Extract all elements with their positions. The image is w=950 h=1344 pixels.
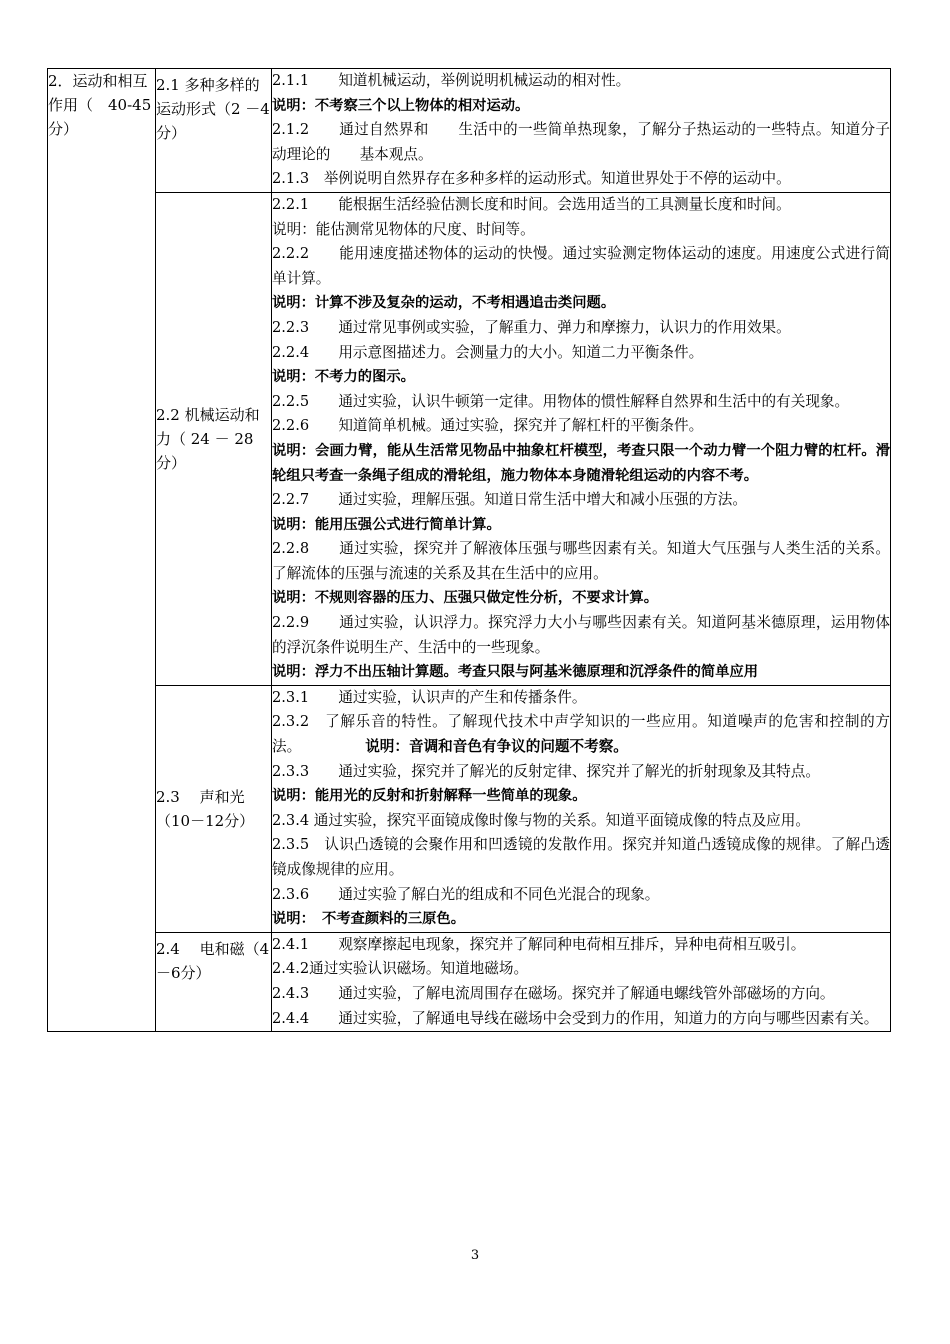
section-title-cell: [156, 932, 272, 1031]
content-line: [272, 611, 890, 660]
line-text: 2.2.6 知道简单机械。通过实验，探究并了解杠杆的平衡条件。: [272, 417, 704, 435]
content-line: [272, 537, 890, 586]
topic-cell: [48, 69, 156, 1032]
line-text: 说明：不规则容器的压力、压强只做定性分析，不要求计算。: [272, 590, 659, 607]
content-line: [272, 69, 890, 94]
content-line: [272, 341, 890, 366]
line-text: 2.1.3 举例说明自然界存在多种多样的运动形式。知道世界处于不停的运动中。: [272, 170, 791, 188]
content-line: [272, 488, 890, 513]
content-line: [272, 414, 890, 439]
section-content: [272, 192, 891, 685]
table-row: [48, 192, 891, 685]
content-line: [272, 218, 890, 243]
content-line: [272, 316, 890, 341]
section-title: 2.1 多种多样的运动形式（2 －4分）: [156, 76, 270, 142]
section-title: 2.4 电和磁（4 －6分）: [156, 939, 270, 982]
content-line: [272, 760, 890, 785]
note-inline: 说明：音调和音色有争议的问题不考察。: [365, 738, 628, 756]
table-row: [48, 932, 891, 1031]
line-text: 2.2.7 通过实验，理解压强。知道日常生活中增大和减小压强的方法。: [272, 491, 747, 509]
content-line: [272, 242, 890, 291]
note-line: [272, 586, 890, 611]
line-text: 2.4.4 通过实验，了解通电导线在磁场中会受到力的作用，知道力的方向与哪些因素有关。: [272, 1009, 879, 1027]
line-text: 说明： 不考查颜料的三原色。: [272, 911, 466, 928]
table-row: [48, 685, 891, 932]
line-text: 说明：浮力不出压轴计算题。考查只限与阿基米德原理和沉浮条件的简单应用: [272, 664, 759, 681]
line-text: 2.3.2 了解乐音的特性。了解现代技术中声学知识的一些应用。知道噪声的危害和控制的方法。: [272, 713, 890, 756]
line-text: 2.2.9 通过实验，认识浮力。探究浮力大小与哪些因素有关。知道阿基米德原理，运用物体的浮沉条件说明生产、生活中的一些现象。: [272, 614, 890, 656]
line-text: 2.2.8 通过实验，探究并了解液体压强与哪些因素有关。知道大气压强与人类生活的关系。了解流体的压强与流速的关系及其在生活中的应用。: [272, 540, 890, 582]
content-line: [272, 686, 890, 711]
line-text: 说明：能用压强公式进行简单计算。: [272, 516, 501, 533]
content-line: [272, 710, 890, 759]
content-line: [272, 883, 890, 908]
content-line: [272, 390, 890, 415]
syllabus-table: [47, 68, 891, 1032]
section-title: 2.3 声和光（10－12分）: [156, 787, 255, 830]
content-line: [272, 809, 890, 834]
line-text: 2.3.4 通过实验，探究平面镜成像时像与物的关系。知道平面镜成像的特点及应用。: [272, 811, 810, 829]
line-text: 2.2.4 用示意图描述力。会测量力的大小。知道二力平衡条件。: [272, 343, 704, 361]
section-title-cell: [156, 192, 272, 685]
note-line: [272, 365, 890, 390]
note-line: [272, 660, 890, 685]
line-text: 2.2.2 能用速度描述物体的运动的快慢。通过实验测定物体运动的速度。用速度公式进行简单计算。: [272, 245, 890, 287]
content-line: [272, 193, 890, 218]
note-line: [272, 94, 890, 119]
line-text: 2.1.2 通过自然界和 生活中的一些简单热现象，了解分子热运动的一些特点。知道分子动理论的 基本观点。: [272, 121, 890, 163]
note-line: [272, 513, 890, 538]
line-text: 2.4.1 观察摩擦起电现象，探究并了解同种电荷相互排斥，异种电荷相互吸引。: [272, 935, 806, 953]
line-text: 2.2.5 通过实验，认识牛顿第一定律。用物体的惯性解释自然界和生活中的有关现象。: [272, 392, 850, 410]
line-text: 说明：不考察三个以上物体的相对运动。: [272, 97, 530, 114]
content-line: [272, 833, 890, 882]
note-line: [272, 907, 890, 932]
note-line: [272, 784, 890, 809]
table-row: [48, 69, 891, 193]
content-line: [272, 118, 890, 167]
section-content: [272, 685, 891, 932]
line-text: 2.4.2通过实验认识磁场。知道地磁场。: [272, 960, 529, 978]
note-line: [272, 439, 890, 488]
note-line: [272, 291, 890, 316]
content-line: [272, 982, 890, 1007]
topic-label: 2．运动和相互作用（ 40-45分）: [48, 72, 152, 138]
section-title: 2.2 机械运动和力（ 24 － 28分）: [156, 405, 260, 472]
line-text: 2.2.3 通过常见事例或实验，了解重力、弹力和摩擦力，认识力的作用效果。: [272, 318, 791, 336]
line-text: 2.2.1 能根据生活经验估测长度和时间。会选用适当的工具测量长度和时间。: [272, 195, 791, 213]
content-line: [272, 167, 890, 192]
line-text: 说明：会画力臂，能从生活常见物品中抽象杠杆模型，考查只限一个动力臂一个阻力臂的杠杆。滑轮组只考查一条绳子组成的滑轮组，施力物体本身随滑轮组运动的内容不考。: [272, 442, 890, 484]
line-text: 说明：能用光的反射和折射解释一些简单的现象。: [272, 788, 587, 805]
section-content: [272, 932, 891, 1031]
line-text: 2.3.6 通过实验了解白光的组成和不同色光混合的现象。: [272, 885, 660, 903]
line-text: 说明：不考力的图示。: [272, 369, 415, 386]
section-title-cell: [156, 685, 272, 932]
section-title-cell: [156, 69, 272, 193]
section-content: [272, 69, 891, 193]
line-text: 说明：能估测常见物体的尺度、时间等。: [272, 220, 535, 238]
line-text: 说明：计算不涉及复杂的运动，不考相遇追击类问题。: [272, 295, 616, 312]
line-text: 2.3.5 认识凸透镜的会聚作用和凹透镜的发散作用。探究并知道凸透镜成像的规律。了解凸透镜成像规律的应用。: [272, 836, 890, 878]
line-text: 2.3.1 通过实验，认识声的产生和传播条件。: [272, 688, 587, 706]
content-line: [272, 933, 890, 958]
content-line: [272, 957, 890, 982]
line-text: 2.4.3 通过实验，了解电流周围存在磁场。探究并了解通电螺线管外部磁场的方向。: [272, 984, 835, 1002]
line-text: 2.1.1 知道机械运动，举例说明机械运动的相对性。: [272, 72, 631, 89]
page-number: 3: [470, 1248, 480, 1263]
line-text: 2.3.3 通过实验，探究并了解光的反射定律、探究并了解光的折射现象及其特点。: [272, 762, 820, 780]
content-line: [272, 1007, 890, 1032]
